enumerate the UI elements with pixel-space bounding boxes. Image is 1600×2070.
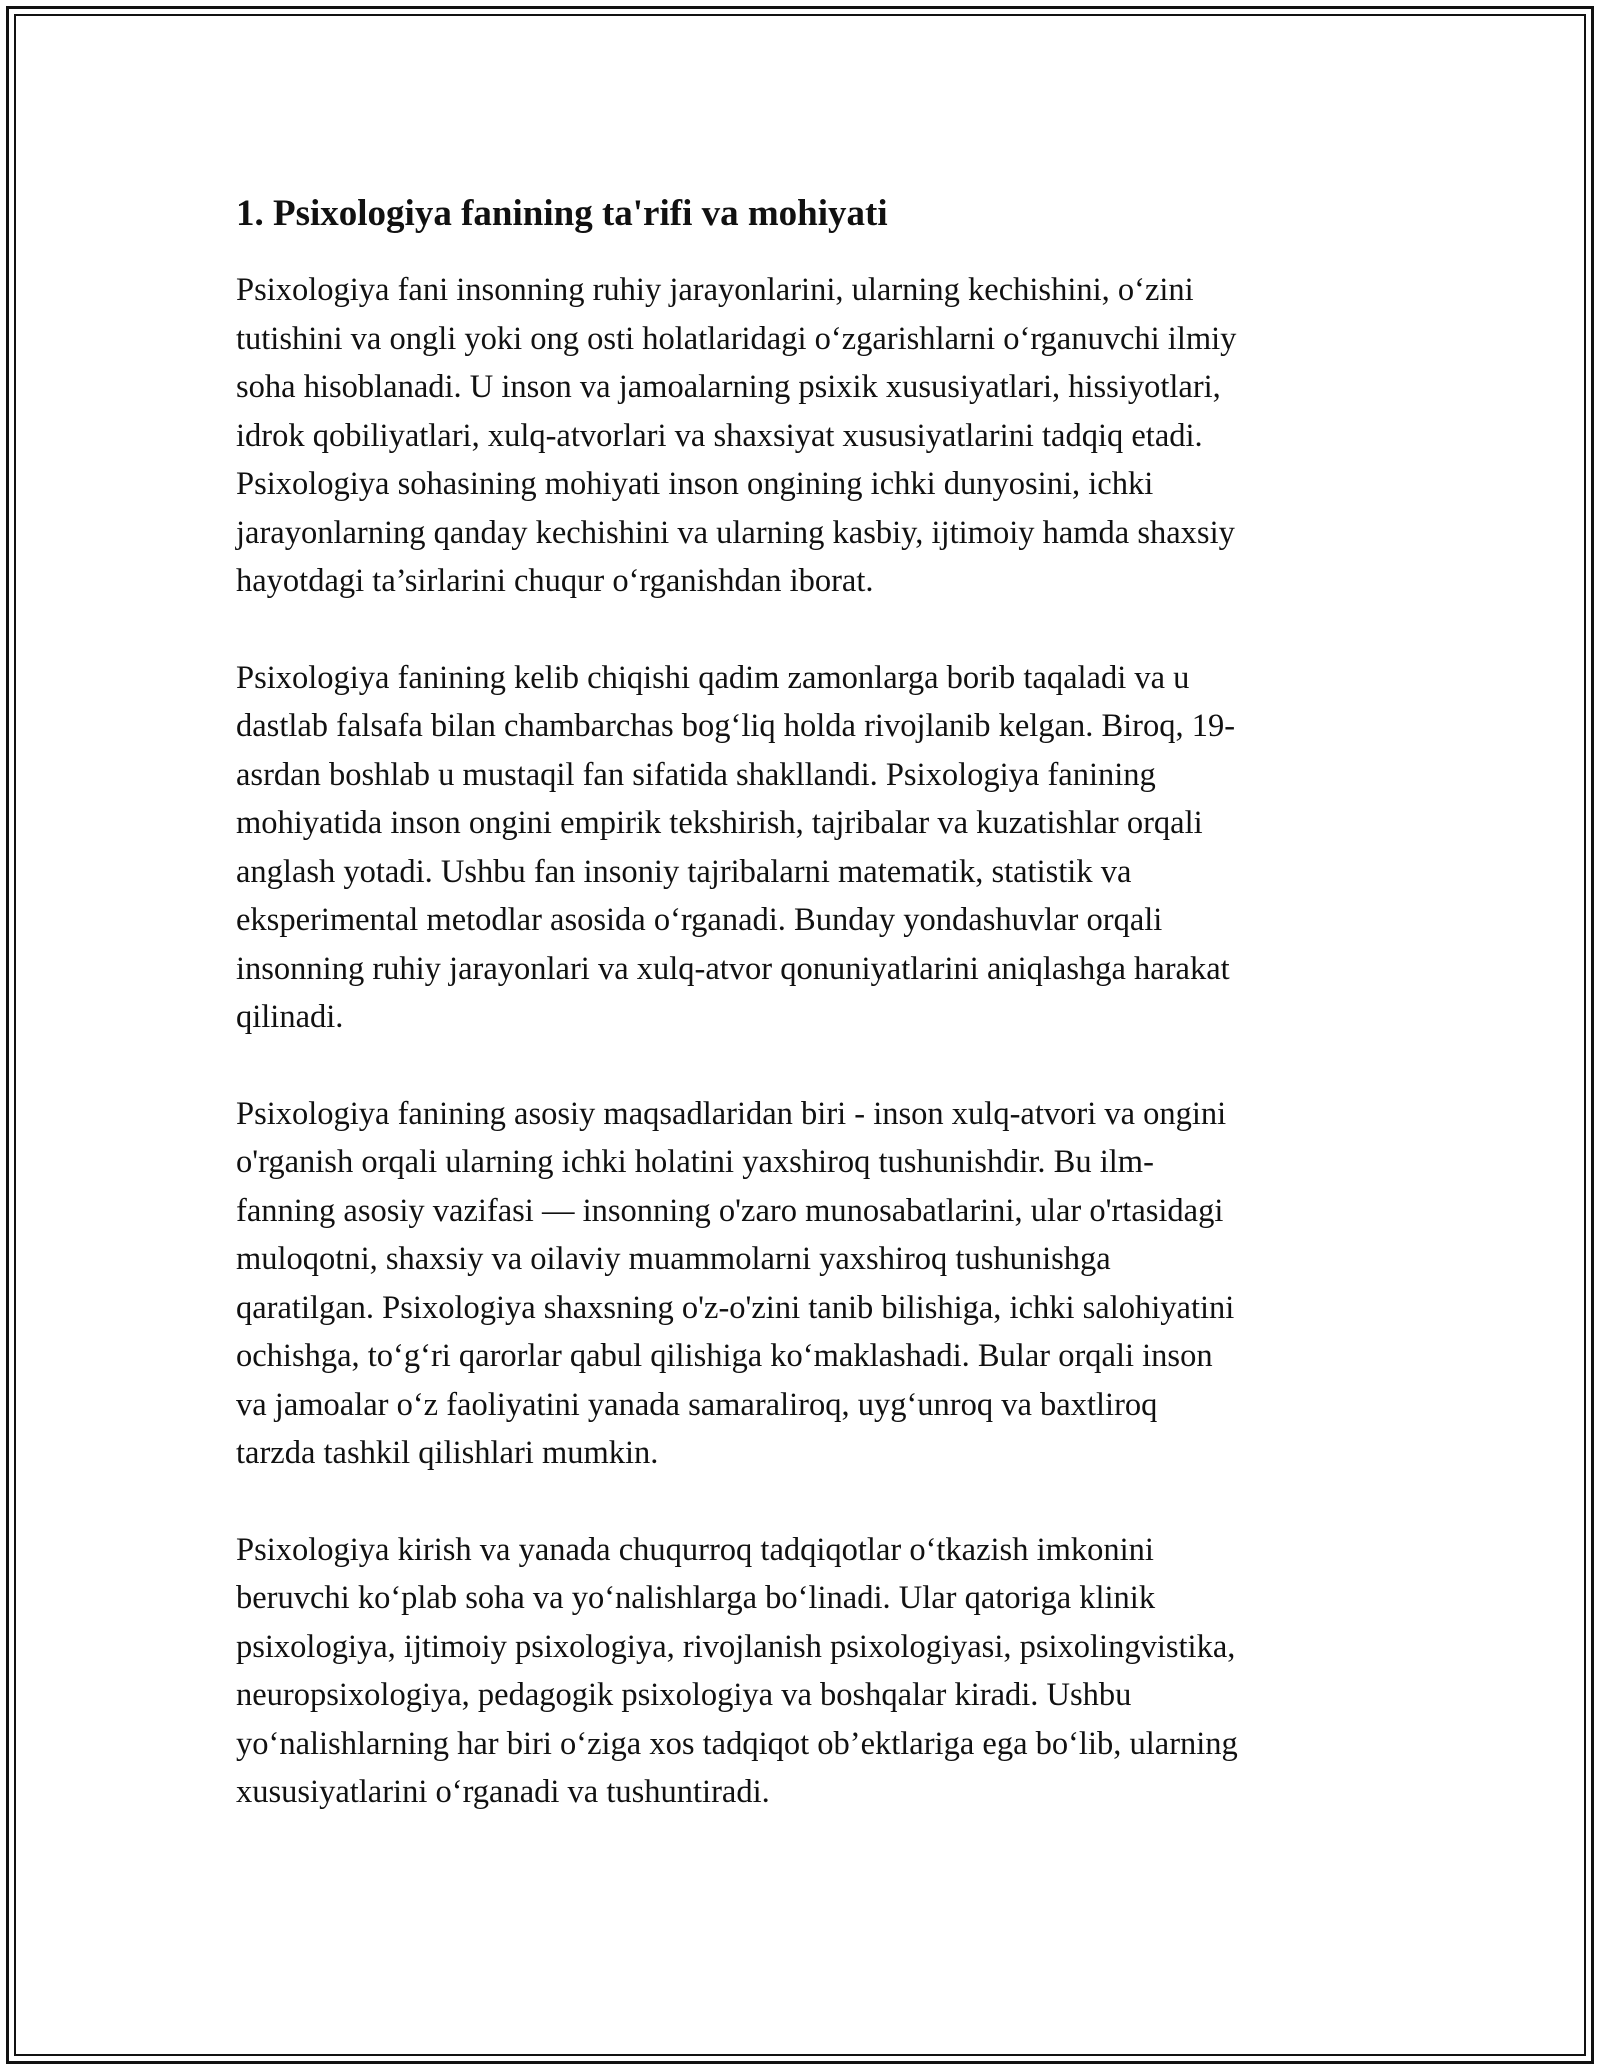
- paragraph-line: xususiyatlarini o‘rganadi va tushuntiradi.: [236, 1774, 770, 1810]
- paragraph-line: Psixologiya fani insonning ruhiy jarayonlarini, ularning kechishini, o‘zini: [236, 272, 1194, 308]
- paragraph-line: tarzda tashkil qilishlari mumkin.: [236, 1435, 659, 1471]
- body-paragraph: [236, 654, 1376, 1042]
- paragraph-line: Psixologiya fanining kelib chiqishi qadim zamonlarga borib taqaladi va u: [236, 659, 1190, 696]
- paragraph-line: muloqotni, shaxsiy va oilaviy muammolarni yaxshiroq tushunishga: [236, 1241, 1111, 1277]
- paragraph-line: asrdan boshlab u mustaqil fan sifatida shakllandi. Psixologiya fanining: [236, 756, 1156, 793]
- paragraph-line: Psixologiya kirish va yanada chuqurroq tadqiqotlar o‘tkazish imkonini: [236, 1531, 1154, 1568]
- paragraph-line: tutishini va ongli yoki ong osti holatlaridagi o‘zgarishlarni o‘rganuvchi ilmiy: [236, 320, 1237, 357]
- paragraph-line: mohiyatida inson ongini empirik tekshirish, tajribalar va kuzatishlar orqali: [236, 805, 1203, 841]
- body-paragraph: [236, 1090, 1376, 1478]
- paragraph-line: o'rganish orqali ularning ichki holatini yaxshiroq tushunishdir. Bu ilm-: [236, 1144, 1154, 1180]
- paragraph-line: yo‘nalishlarning har biri o‘ziga xos tadqiqot ob’ektlariga ega bo‘lib, ularning: [236, 1725, 1238, 1762]
- body-paragraph: [236, 266, 1376, 606]
- paragraph-line: psixologiya, ijtimoiy psixologiya, rivojlanish psixologiyasi, psixolingvistika,: [236, 1628, 1236, 1665]
- paragraph-line: anglash yotadi. Ushbu fan insoniy tajribalarni matematik, statistik va: [236, 853, 1132, 890]
- paragraph-line: qaratilgan. Psixologiya shaxsning o'z-o'zini tanib bilishiga, ichki salohiyatini: [236, 1289, 1235, 1326]
- paragraph-line: insonning ruhiy jarayonlari va xulq-atvor qonuniyatlarini aniqlashga harakat: [236, 950, 1230, 987]
- paragraph-line: hayotdagi ta’sirlarini chuqur o‘rganishdan iborat.: [236, 563, 874, 599]
- paragraph-line: eksperimental metodlar asosida o‘rganadi. Bunday yondashuvlar orqali: [236, 902, 1163, 938]
- paragraph-line: dastlab falsafa bilan chambarchas bog‘liq holda rivojlanib kelgan. Biroq, 19-: [236, 708, 1236, 744]
- paragraph-line: soha hisoblanadi. U inson va jamoalarning psixik xususiyatlari, hissiyotlari,: [236, 369, 1221, 405]
- paragraph-line: fanning asosiy vazifasi — insonning o'zaro munosabatlarini, ular o'rtasidagi: [236, 1192, 1224, 1229]
- paragraph-line: beruvchi ko‘plab soha va yo‘nalishlarga bo‘linadi. Ular qatoriga klinik: [236, 1580, 1156, 1616]
- paragraph-line: idrok qobiliyatlari, xulq-atvorlari va shaxsiyat xususiyatlarini tadqiq etadi.: [236, 417, 1203, 454]
- paragraph-line: neuropsixologiya, pedagogik psixologiya va boshqalar kiradi. Ushbu: [236, 1677, 1132, 1713]
- section-heading: 1. Psixologiya fanining ta'rifi va mohiyati: [236, 193, 888, 234]
- paragraph-line: ochishga, to‘g‘ri qarorlar qabul qilishiga ko‘maklashadi. Bular orqali inson: [236, 1338, 1213, 1374]
- paragraph-line: Psixologiya fanining asosiy maqsadlaridan biri - inson xulq-atvori va ongini: [236, 1095, 1227, 1132]
- paragraph-container: [236, 266, 1376, 1817]
- paragraph-line: va jamoalar o‘z faoliyatini yanada samaraliroq, uyg‘unroq va baxtliroq: [236, 1386, 1158, 1423]
- paragraph-line: Psixologiya sohasining mohiyati inson ongining ichki dunyosini, ichki: [236, 466, 1154, 502]
- paragraph-line: jarayonlarning qanday kechishini va ularning kasbiy, ijtimoiy hamda shaxsiy: [236, 514, 1235, 551]
- paragraph-line: qilinadi.: [236, 999, 344, 1035]
- document-body: [236, 188, 1376, 1865]
- body-paragraph: [236, 1526, 1376, 1817]
